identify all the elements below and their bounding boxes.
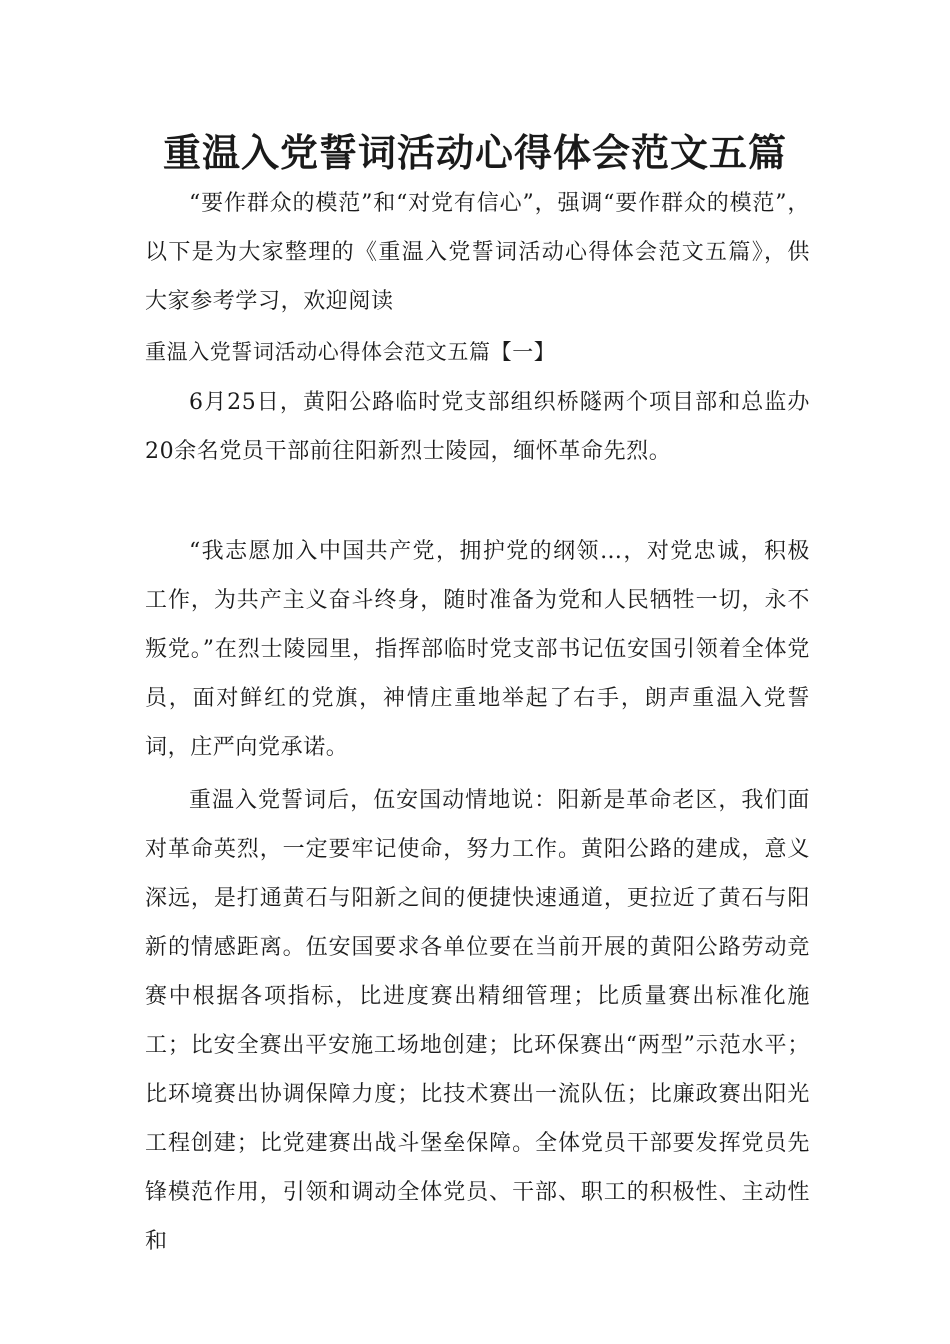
intro-paragraph: “要作群众的模范”和“对党有信心”，强调“要作群众的模范”，以下是为大家整理的《重温入党誓词活动心得体会范文五篇》，供大家参考学习，欢迎阅读	[145, 191, 810, 314]
body-paragraph: 6月25日，黄阳公路临时党支部组织桥隧两个项目部和总监办20余名党员干部前往阳新烈士陵园，缅怀革命先烈。	[145, 390, 810, 464]
body-paragraph: “我志愿加入中国共产党，拥护党的纲领…，对党忠诚，积极工作，为共产主义奋斗终身，随时准备为党和人民牺牲一切，永不叛党。”在烈士陵园里，指挥部临时党支部书记伍安国引领着全体党员，面对鲜红的党旗，神情庄重地举起了右手，朗声重温入党誓词，庄严向党承诺。	[145, 539, 810, 760]
body-paragraph: 重温入党誓词后，伍安国动情地说：阳新是革命老区，我们面对革命英烈，一定要牢记使命，努力工作。黄阳公路的建成，意义深远，是打通黄石与阳新之间的便捷快速通道，更拉近了黄石与阳新的情感距离。伍安国要求各单位要在当前开展的黄阳公路劳动竞赛中根据各项指标，比进度赛出精细管理；比质量赛出标准化施工；比安全赛出平安施工场地创建；比环保赛出“两型”示范水平；比环境赛出协调保障力度；比技术赛出一流队伍；比廉政赛出阳光工程创建；比党建赛出战斗堡垒保障。全体党员干部要发挥党员先锋模范作用，引领和调动全体党员、干部、职工的积极性、主动性和	[145, 788, 810, 1254]
document-title: 重温入党誓词活动心得体会范文五篇	[162, 131, 787, 175]
section-heading: 重温入党誓词活动心得体会范文五篇【一】	[145, 340, 556, 364]
